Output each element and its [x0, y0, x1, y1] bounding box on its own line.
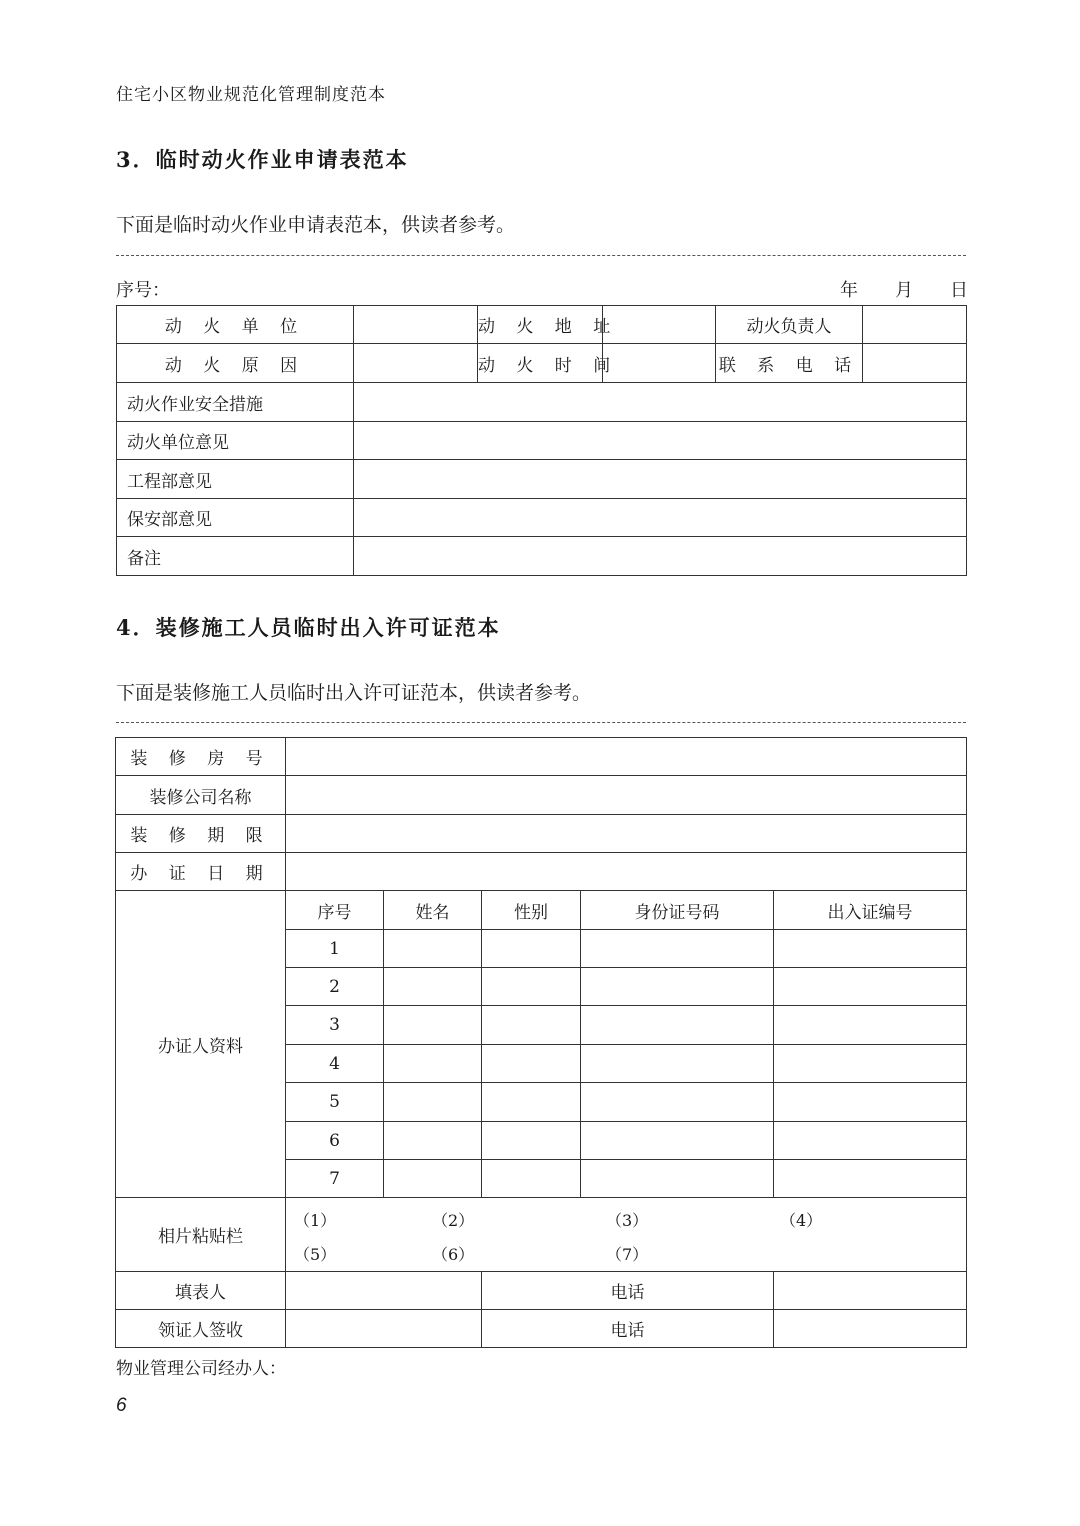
room-number-label: 装 修 房 号 [116, 738, 286, 776]
applicant-gender-field[interactable] [482, 1083, 581, 1122]
applicant-id-field[interactable] [581, 1122, 774, 1160]
receiver-phone-label: 电话 [482, 1310, 774, 1348]
applicant-id-field[interactable] [581, 1160, 774, 1198]
receiver-signature-label: 领证人签收 [116, 1310, 286, 1348]
hot-work-reason-label: 动 火 原 因 [117, 344, 354, 383]
applicant-gender-field[interactable] [482, 930, 581, 968]
hot-work-unit-field[interactable] [354, 306, 478, 344]
property-manager-label: 物业管理公司经办人： [116, 1359, 286, 1379]
section-4-heading: 4．装修施工人员临时出入许可证范本 [116, 615, 501, 640]
applicant-serial: 6 [286, 1122, 384, 1160]
table-row [116, 891, 967, 930]
remarks-field[interactable] [354, 537, 967, 576]
unit-opinion-label: 动火单位意见 [117, 422, 354, 460]
photo-slot-1: （1） [294, 1211, 337, 1230]
applicant-pass-field[interactable] [774, 968, 967, 1006]
applicant-pass-field[interactable] [774, 1006, 967, 1045]
applicant-pass-field[interactable] [774, 930, 967, 968]
applicant-id-field[interactable] [581, 1083, 774, 1122]
issue-date-field[interactable] [286, 853, 967, 891]
date-year-label: 年 [840, 280, 858, 301]
table-row [116, 1198, 967, 1272]
photo-area-label: 相片粘贴栏 [116, 1198, 286, 1272]
applicant-id-field[interactable] [581, 930, 774, 968]
section-3-heading: 3．临时动火作业申请表范本 [116, 147, 409, 172]
hot-work-supervisor-label: 动火负责人 [716, 306, 863, 344]
section-4-intro: 下面是装修施工人员临时出入许可证范本，供读者参考。 [116, 682, 592, 704]
safety-measures-field[interactable] [354, 383, 967, 422]
hot-work-time-label: 动 火 时 间 [478, 344, 603, 383]
applicant-name-field[interactable] [384, 1083, 482, 1122]
company-name-field[interactable] [286, 776, 967, 815]
applicant-serial: 4 [286, 1045, 384, 1083]
table-row [116, 815, 967, 853]
security-opinion-field[interactable] [354, 499, 967, 537]
applicant-gender-field[interactable] [482, 1045, 581, 1083]
applicant-gender-field[interactable] [482, 1122, 581, 1160]
applicant-name-field[interactable] [384, 1045, 482, 1083]
photo-slot-2: （2） [432, 1211, 475, 1230]
col-header-gender: 性别 [482, 891, 581, 930]
applicant-name-field[interactable] [384, 1122, 482, 1160]
filler-phone-field[interactable] [774, 1272, 967, 1310]
table-row [117, 499, 967, 537]
col-header-serial: 序号 [286, 891, 384, 930]
applicant-pass-field[interactable] [774, 1083, 967, 1122]
applicant-pass-field[interactable] [774, 1045, 967, 1083]
applicant-id-field[interactable] [581, 1006, 774, 1045]
entry-permit-table [115, 737, 967, 1348]
photo-slot-7: （7） [606, 1245, 649, 1264]
unit-opinion-field[interactable] [354, 422, 967, 460]
applicant-gender-field[interactable] [482, 1006, 581, 1045]
serial-label: 序号： [116, 280, 170, 301]
filler-phone-label: 电话 [482, 1272, 774, 1310]
applicant-pass-field[interactable] [774, 1122, 967, 1160]
date-month-label: 月 [895, 280, 913, 301]
room-number-field[interactable] [286, 738, 967, 776]
applicant-gender-field[interactable] [482, 1160, 581, 1198]
applicant-name-field[interactable] [384, 1160, 482, 1198]
issue-date-label: 办 证 日 期 [116, 853, 286, 891]
hot-work-time-field[interactable] [603, 344, 716, 383]
section-4-divider [116, 722, 966, 723]
engineering-opinion-field[interactable] [354, 460, 967, 499]
applicant-pass-field[interactable] [774, 1160, 967, 1198]
photo-slot-3: （3） [606, 1211, 649, 1230]
table-row [116, 1272, 967, 1310]
applicant-gender-field[interactable] [482, 968, 581, 1006]
photo-slot-5: （5） [294, 1245, 337, 1264]
filler-field[interactable] [286, 1272, 482, 1310]
applicant-id-field[interactable] [581, 1045, 774, 1083]
table-row [117, 306, 967, 344]
applicant-id-field[interactable] [581, 968, 774, 1006]
hot-work-unit-label: 动 火 单 位 [117, 306, 354, 344]
table-row [117, 460, 967, 499]
company-name-label: 装修公司名称 [116, 776, 286, 815]
date-day-label: 日 [950, 280, 968, 301]
photo-slot-4: （4） [780, 1211, 823, 1230]
applicant-serial: 1 [286, 930, 384, 968]
applicant-name-field[interactable] [384, 968, 482, 1006]
security-opinion-label: 保安部意见 [117, 499, 354, 537]
table-row [117, 383, 967, 422]
running-head: 住宅小区物业规范化管理制度范本 [116, 85, 386, 105]
table-row [116, 1310, 967, 1348]
applicant-serial: 2 [286, 968, 384, 1006]
photo-area[interactable] [286, 1198, 967, 1272]
engineering-opinion-label: 工程部意见 [117, 460, 354, 499]
renovation-period-label: 装 修 期 限 [116, 815, 286, 853]
table-row [117, 537, 967, 576]
section-3-intro: 下面是临时动火作业申请表范本，供读者参考。 [116, 214, 516, 236]
receiver-signature-field[interactable] [286, 1310, 482, 1348]
applicant-serial: 5 [286, 1083, 384, 1122]
hot-work-address-label: 动 火 地 址 [478, 306, 603, 344]
photo-slot-6: （6） [432, 1245, 475, 1264]
filler-label: 填表人 [116, 1272, 286, 1310]
safety-measures-label: 动火作业安全措施 [117, 383, 354, 422]
table-row [117, 344, 967, 383]
hot-work-supervisor-field[interactable] [863, 306, 967, 344]
table-row [116, 853, 967, 891]
col-header-pass-number: 出入证编号 [774, 891, 967, 930]
table-row [117, 422, 967, 460]
page-number: 6 [116, 1395, 127, 1416]
section-3-divider [116, 255, 966, 256]
col-header-id-number: 身份证号码 [581, 891, 774, 930]
table-row [116, 776, 967, 815]
renovation-period-field[interactable] [286, 815, 967, 853]
col-header-name: 姓名 [384, 891, 482, 930]
applicant-serial: 3 [286, 1006, 384, 1045]
contact-phone-label: 联 系 电 话 [716, 344, 863, 383]
hot-work-reason-field[interactable] [354, 344, 478, 383]
remarks-label: 备注 [117, 537, 354, 576]
applicant-serial: 7 [286, 1160, 384, 1198]
contact-phone-field[interactable] [863, 344, 967, 383]
applicant-info-label: 办证人资料 [116, 891, 286, 1198]
hot-work-address-field[interactable] [603, 306, 716, 344]
hot-work-application-table [116, 305, 967, 576]
applicant-name-field[interactable] [384, 930, 482, 968]
applicant-name-field[interactable] [384, 1006, 482, 1045]
receiver-phone-field[interactable] [774, 1310, 967, 1348]
table-row [116, 738, 967, 776]
